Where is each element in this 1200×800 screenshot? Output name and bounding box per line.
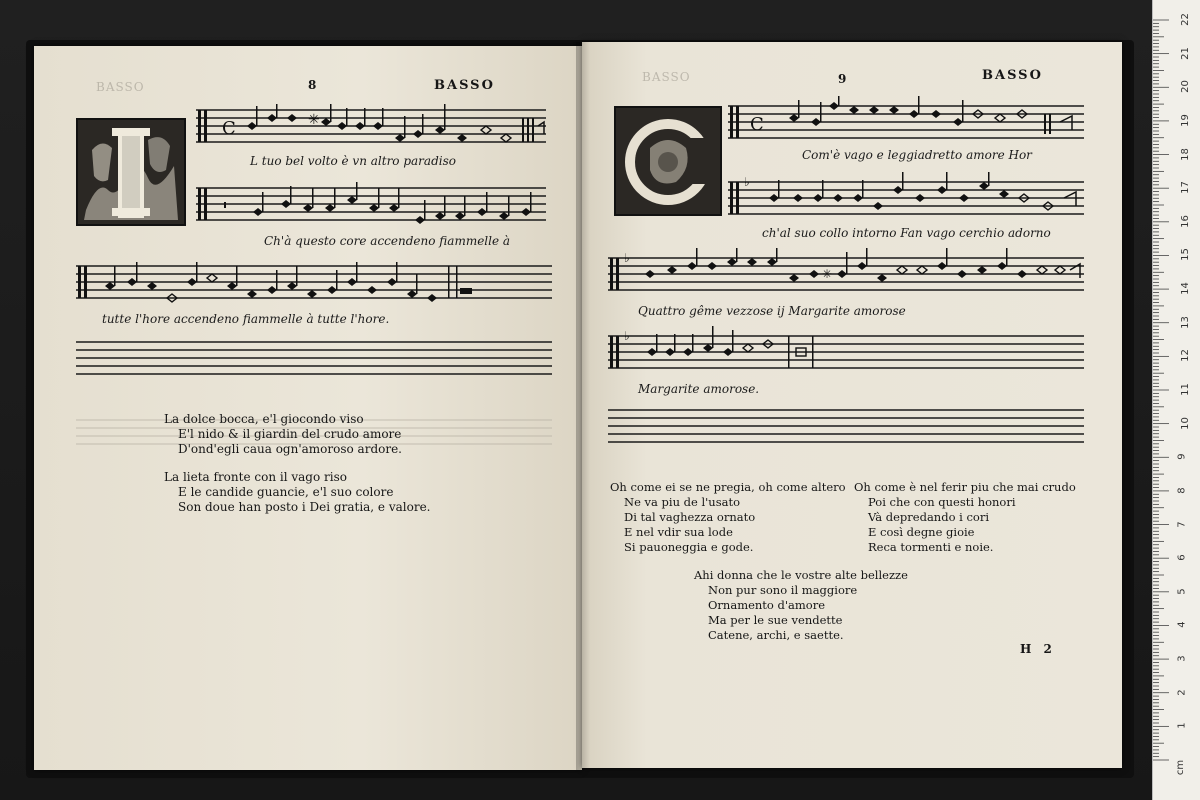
right-header: BASSO bbox=[982, 68, 1043, 83]
lyric-line-1: L tuo bel volto è vn altro paradiso bbox=[250, 154, 456, 168]
music-staff-r1 bbox=[728, 96, 1088, 156]
ruler-label: 3 bbox=[1176, 655, 1188, 662]
ruler-label: 7 bbox=[1176, 520, 1188, 528]
left-stanza-1 bbox=[164, 412, 402, 457]
svg-text:♭: ♭ bbox=[624, 251, 630, 265]
poem-line: Reca tormenti e noie. bbox=[868, 540, 994, 554]
ruler-label: 1 bbox=[1176, 722, 1188, 730]
svg-text:✳: ✳ bbox=[822, 267, 833, 281]
poem-line: La dolce bocca, e'l giocondo viso bbox=[164, 412, 364, 426]
left-ghost-header: BASSO bbox=[96, 80, 145, 94]
ruler-label: 19 bbox=[1179, 114, 1191, 127]
right-ghost-header: BASSO bbox=[642, 70, 691, 84]
ruler-label: 11 bbox=[1179, 383, 1191, 396]
music-staff-3 bbox=[76, 260, 556, 320]
signature-mark: H 2 bbox=[1020, 642, 1056, 656]
svg-text:C: C bbox=[750, 114, 764, 135]
poem-line: Ma per le sue vendette bbox=[708, 613, 843, 627]
right-stanza-1 bbox=[610, 480, 846, 555]
svg-text:✳: ✳ bbox=[308, 112, 320, 128]
poem-line: E nel vdir sua lode bbox=[624, 525, 733, 539]
ruler-label: 12 bbox=[1179, 349, 1191, 363]
poem-line: Si pauoneggia e gode. bbox=[624, 540, 754, 554]
lyric-line-2: Ch'à questo core accendeno fiammelle à bbox=[264, 234, 511, 248]
lyric-line-r3: Quattro gême vezzose ij Margarite amorose bbox=[638, 304, 906, 318]
poem-line: E'l nido & il giardin del crudo amore bbox=[178, 427, 402, 441]
poem-line: Son doue han posto i Dei gratia, e valore. bbox=[178, 500, 431, 514]
ruler-ticks bbox=[1153, 0, 1200, 800]
music-staff-r3 bbox=[608, 248, 1088, 308]
poem-line: E così degne gioie bbox=[868, 525, 975, 539]
music-staff-2 bbox=[196, 182, 556, 242]
svg-text:♭: ♭ bbox=[744, 175, 750, 189]
right-stanza-2 bbox=[854, 480, 1076, 555]
decorated-initial-c bbox=[614, 106, 722, 216]
poem-line: D'ond'egli caua ogn'amoroso ardore. bbox=[178, 442, 402, 456]
poem-line: La lieta fronte con il vago riso bbox=[164, 470, 347, 484]
lyric-line-r1: Com'è vago e leggiadretto amore Hor bbox=[802, 148, 1032, 162]
poem-line: Non pur sono il maggiore bbox=[708, 583, 858, 597]
ruler-label: 22 bbox=[1179, 13, 1191, 26]
ruler-label: 21 bbox=[1179, 46, 1191, 60]
ruler-label: 9 bbox=[1176, 453, 1188, 460]
poem-line: Ornamento d'amore bbox=[708, 598, 826, 612]
decorated-initial-i bbox=[76, 118, 186, 226]
ruler-label: 4 bbox=[1176, 621, 1188, 629]
ruler-unit: cm bbox=[1175, 759, 1187, 776]
ruler-label: 6 bbox=[1176, 554, 1188, 561]
empty-staff-left bbox=[76, 338, 556, 378]
right-page-number: 9 bbox=[838, 72, 849, 86]
svg-text:C: C bbox=[222, 118, 236, 139]
poem-line: Poi che con questi honori bbox=[868, 495, 1016, 509]
measuring-ruler bbox=[1152, 0, 1200, 800]
poem-line: Ne va piu de l'usato bbox=[624, 495, 741, 509]
ruler-label: 5 bbox=[1176, 588, 1188, 595]
left-page-number: 8 bbox=[308, 78, 319, 92]
right-stanza-3 bbox=[694, 568, 908, 643]
poem-line: Oh come è nel ferir piu che mai crudo bbox=[854, 480, 1076, 494]
music-staff-r2 bbox=[728, 172, 1088, 232]
poem-line: Catene, archi, e saette. bbox=[708, 628, 844, 642]
lyric-line-r4: Margarite amorose. bbox=[638, 382, 760, 396]
ruler-label: 13 bbox=[1179, 315, 1191, 329]
right-page bbox=[582, 42, 1122, 768]
left-header: BASSO bbox=[434, 78, 495, 93]
ruler-label: 20 bbox=[1179, 80, 1191, 94]
left-page bbox=[34, 46, 582, 770]
poem-line: Di tal vaghezza ornato bbox=[624, 510, 756, 524]
poem-line: Ahi donna che le vostre alte bellezze bbox=[694, 568, 908, 582]
poem-line: E le candide guancie, e'l suo colore bbox=[178, 485, 394, 499]
poem-line: Và depredando i cori bbox=[868, 510, 990, 524]
ruler-label: 10 bbox=[1179, 416, 1191, 430]
music-staff-1 bbox=[196, 104, 556, 184]
empty-staff-right bbox=[608, 406, 1088, 450]
left-stanza-2 bbox=[164, 470, 431, 515]
lyric-line-3: tutte l'hore accendeno fiammelle à tutte l'hore. bbox=[102, 312, 390, 326]
ruler-label: 16 bbox=[1179, 214, 1191, 228]
music-staff-r4 bbox=[608, 326, 1088, 386]
ruler-label: 17 bbox=[1179, 181, 1191, 195]
poem-line: Oh come ei se ne pregia, oh come altero bbox=[610, 480, 846, 494]
ruler-label: 18 bbox=[1179, 147, 1191, 161]
svg-text:♭: ♭ bbox=[624, 329, 630, 343]
ruler-label: 14 bbox=[1179, 282, 1191, 295]
ruler-label: 2 bbox=[1176, 689, 1188, 696]
ruler-label: 15 bbox=[1179, 248, 1191, 262]
ruler-label: 8 bbox=[1176, 487, 1188, 494]
lyric-line-r2: ch'al suo collo intorno Fan vago cerchio adorno bbox=[762, 226, 1051, 240]
book-gutter bbox=[576, 42, 590, 770]
